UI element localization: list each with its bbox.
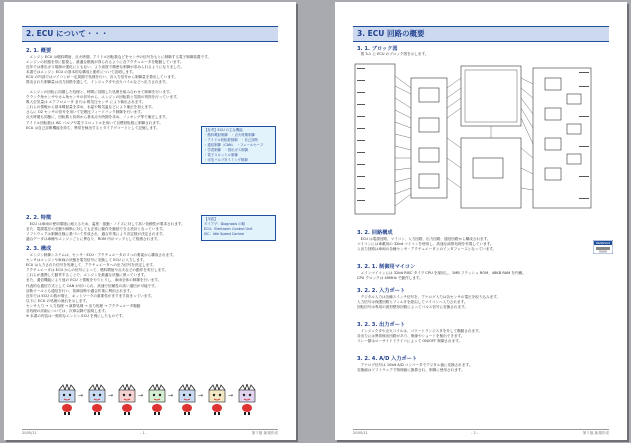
- chapter-title: 3. ECU 回路の概要: [357, 29, 425, 38]
- character-figure: [116, 384, 138, 416]
- text-line: 診断ツールとも通信を行い、故障診断や適合作業に利用されます。: [26, 288, 134, 293]
- text-line: アクチュエータは ECU からの信号によって、燃料噴射や点火などの動作を実行します。: [26, 268, 169, 273]
- character-figure: [176, 384, 198, 416]
- footer-revision: 第１版 新規作成: [582, 431, 609, 435]
- text-line: エンジンの状態を常に監視し、最適な燃焼が得られるように各アクチュエータを駆動しています。: [26, 60, 184, 65]
- text-line: メインマイコンには 32bit RISC タイプ CPU を採用し、1MB フラッシュ ROM、48KB RAM を内蔵。: [357, 271, 526, 275]
- text-line: 吸入空気量は エアフロメータ または 吸気圧センサ により検出されます。: [26, 100, 146, 105]
- info-box: [201, 215, 276, 241]
- info-box-line: ダイアグ：Diagnosis の略: [204, 222, 246, 226]
- section-body: [357, 271, 607, 281]
- info-box-line: ・学習制御 ・排出ガス制御: [204, 148, 249, 152]
- text-line: 本書ではエンジン ECU の基本的な構成と動作について説明します。: [26, 70, 136, 75]
- text-line: ECU は電源回路、マイコン、入力回路、出力回路、通信回路から構成されます。: [357, 237, 491, 241]
- text-line: 算出された制御量は出力回路を通して、インジェクタや点火コイルなどへ出力されます。: [26, 80, 169, 85]
- text-line: 適合データは車種やエンジンごとに異なり、ROM 内のマップとして格納されます。: [26, 237, 161, 242]
- footer-page-number: - 1 -: [140, 431, 148, 435]
- section-body: [26, 55, 276, 86]
- page-footer: [22, 429, 278, 436]
- section-body: [357, 52, 607, 57]
- ecu-block-diagram: [353, 58, 595, 224]
- section-title: 3. 2. 1. 制御用マイコン: [357, 264, 416, 270]
- section-body: [357, 363, 607, 373]
- chapter-header: [22, 26, 278, 42]
- text-line: 各処理の詳細については、次章以降で説明します。: [26, 309, 109, 314]
- text-line: エンジンの回転に同期した処理と、時間に同期した処理を組み合わせて制御を行います。: [26, 90, 173, 94]
- text-line: センサ入力 → 入力処理 → 演算処理 → 出力処理 → アクチュエータ駆動: [26, 303, 141, 308]
- character-figure: [56, 384, 78, 416]
- section-title: 2. 2. 特徴: [26, 215, 52, 221]
- text-line: 入力信号は保護回路とフィルタを経由してマイコンへ入力されます。: [357, 300, 468, 305]
- section-body: [357, 295, 607, 310]
- section-title: 3. 2. 3. 出力ポート: [357, 322, 406, 328]
- text-line: 図 3-1 に ECU のブロック図を示します。: [357, 52, 429, 56]
- text-line: 変換値はソフトウェアで物理値に換算され、制御に使用されます。: [357, 368, 465, 373]
- arrow-icon: →: [138, 392, 144, 399]
- text-line: マイコンには車載用の 32bit マイコンを使用し、高速な演算処理を実現しています。: [357, 242, 494, 247]
- text-line: センサはエンジンや車両の状態を電気信号に変換して ECU に入力します。: [26, 258, 147, 263]
- arrow-icon: →: [78, 392, 84, 399]
- character-figure: [146, 384, 168, 416]
- section-title: 3. 2. 4. A/D 入力ポート: [357, 356, 418, 362]
- section-title: 3. 2. 回路構成: [357, 230, 393, 236]
- section-title: 2. 1. 概要: [26, 48, 52, 54]
- text-line: これらが連携して動作することで、エンジンを最適な状態に保っています。: [26, 273, 148, 278]
- text-line: 各出力には異常検出回路があり、断線やショートを検出できます。: [357, 334, 465, 339]
- text-line: 近年では排出ガス規制の強化にともない、より高度で精密な制御が求められるようになりました。: [26, 65, 185, 70]
- text-line: 近年では ECU の数が増え、ネットワークの重要性がますます高まっています。: [26, 293, 155, 298]
- section-body: [357, 329, 607, 344]
- section-title: 2. 3. 構成: [26, 246, 52, 252]
- text-line: ソフトウェアは制御仕様に基づいて作成され、適合作業により各定数が決定されます。: [26, 232, 166, 237]
- page-footer: [353, 429, 609, 436]
- info-box-line: 【用語】: [204, 217, 218, 221]
- info-box-line: ・通信制御（CAN） ・フェールセーフ: [204, 143, 264, 147]
- text-line: さらに O2 センサの信号を用いて空燃比フィードバック制御を行います。: [26, 110, 145, 115]
- section-body: [26, 90, 196, 131]
- section-body: [357, 237, 587, 252]
- text-line: 回転信号は専用の波形整形回路によってパルス信号に変換されます。: [357, 305, 469, 310]
- arrow-icon: →: [228, 392, 234, 399]
- renesas-logo: [593, 240, 613, 254]
- character-figure: [86, 384, 108, 416]
- info-box-line: ・可変バルブタイミング制御: [204, 158, 248, 162]
- text-line: また、電源電圧の変動や瞬断に対しても正常に動作を継続できる設計となっています。: [26, 227, 166, 232]
- text-line: ECU の内部ではマイコンが一定周期で処理を行い、各入力信号から制御量を算出しています。: [26, 75, 178, 80]
- character-figure: [206, 384, 228, 416]
- info-box-line: ・電子スロットル制御: [204, 153, 238, 157]
- text-line: エンジン制御システムは、センサ・ECU・アクチュエータの３つの要素から構成されます。: [26, 253, 177, 257]
- document-page-2: [335, 2, 627, 440]
- footer-page-number: - 2 -: [471, 431, 479, 435]
- text-line: ※ 本書の内容は一般的なエンジン ECU を例にしたものです。: [26, 314, 126, 319]
- text-line: ECU は自己診断機能を持ち、異常を検出するとダイアグコードとして記憶します。: [26, 125, 160, 130]
- text-line: 以下に ECU の処理の流れを示します。: [26, 298, 90, 303]
- text-line: エンジン ECU は燃料噴射、点火時期、アイドル回転数などをセンサの信号をもとに制御する電子制御装置です。: [26, 55, 211, 59]
- text-line: アナログ信号は 10bit A/D コンバータでデジタル値に変換されます。: [357, 363, 473, 367]
- info-box: [201, 126, 276, 164]
- text-line: これらの情報から基本噴射量を求め、水温や吸気温などにより補正を加えます。: [26, 105, 155, 110]
- text-line: インジェクタや点火コイルは、パワートランジスタを介して駆動されます。: [357, 329, 482, 333]
- info-box-line: ・アイドル回転数制御 ・自己診断: [204, 138, 258, 142]
- info-box-line: ECU：Electronic Control Unit: [204, 227, 253, 231]
- chapter-header: [353, 26, 609, 42]
- section-body: [26, 222, 196, 242]
- text-line: ECU は入力された信号を処理して、アクチュエータへの出力信号を決定します。: [26, 263, 157, 268]
- footer-date: 2005/11: [353, 431, 368, 435]
- svg-text:RENESAS: RENESAS: [595, 241, 611, 246]
- info-box-line: 【参考】ECU の主な機能: [204, 128, 243, 132]
- section-title: 3. 1. ブロック図: [357, 46, 398, 52]
- text-line: リレー類はローサイドドライバによって ON/OFF 制御されます。: [357, 339, 463, 344]
- chapter-title: 2. ECU について・・・: [26, 29, 109, 38]
- info-box-line: ・燃料噴射制御 ・点火時期制御: [204, 133, 255, 137]
- footer-revision: 第１版 新規作成: [251, 431, 278, 435]
- document-page-1: [4, 2, 296, 440]
- text-line: 入出力回路は車両の各種センサ・アクチュエータとのインタフェースとなっています。: [357, 247, 497, 252]
- arrow-icon: →: [168, 392, 174, 399]
- section-title: 3. 2. 2. 入力ポート: [357, 288, 406, 294]
- arrow-icon: →: [108, 392, 114, 399]
- text-line: 代表的な通信方式として CAN が用いられ、高速で信頼性の高い通信が可能です。: [26, 283, 159, 288]
- text-line: また、通信機能により他の ECU と情報をやりとりし、車両全体の制御を行います。: [26, 278, 162, 283]
- text-line: クランク角センサやカム角センサの信号から、エンジンの回転数と気筒の判別を行っています。: [26, 95, 180, 100]
- text-line: ECU は車両の使用環境に耐えるため、温度・振動・ノイズに対して高い信頼性が要求されます。: [26, 222, 185, 226]
- section-body: [26, 253, 276, 319]
- text-line: デジタル入力は各種スイッチ信号を、アナログ入力は各センサの電圧を取り込みます。: [357, 295, 501, 299]
- footer-date: 2005/11: [22, 431, 37, 435]
- character-figure: [236, 384, 258, 416]
- text-line: CPU クロックは 40MHz で動作します。: [357, 276, 423, 281]
- arrow-icon: →: [198, 392, 204, 399]
- text-line: 点火時期も同様に、回転数と負荷から基本点火時期を求め、ノッキング等で補正します。: [26, 115, 169, 120]
- text-line: アイドル回転数は ISC バルブや電子スロットルを用いて目標回転数に制御されます。: [26, 120, 163, 125]
- info-box-line: ISC：Idle Speed Control: [204, 232, 245, 236]
